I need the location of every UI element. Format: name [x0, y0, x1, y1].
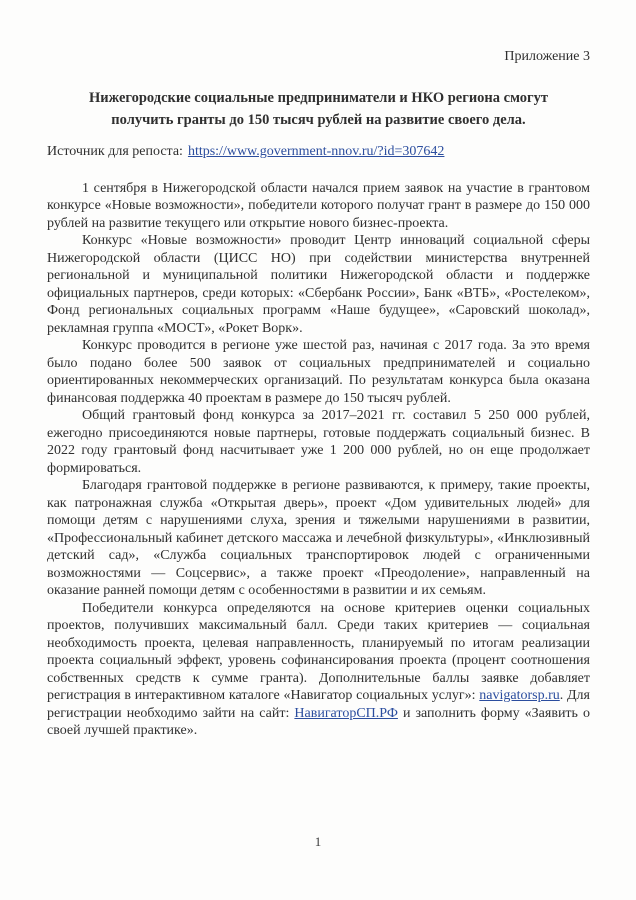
paragraph-winner-criteria-text1: Победители конкурса определяются на основе критериев оценки социальных проектов, получивших максимальный балл. Среди таких критериев — социальная необходимость проекта, целевая направленность, планируемый по итогам реализации проекта социальный эффект, уровень софинансирования проекта (процент соотношения собственных средств к сумме гранта). Дополнительные баллы заявке добавляет регистрация в интерактивном каталоге «Навигатор социальных услуг»: — [47, 600, 590, 703]
paragraph-supported-projects: Благодаря грантовой поддержке в регионе развиваются, к примеру, такие проекты, как патронажная служба «Открытая дверь», проект «Дом удивительных людей» для помощи детям с нарушениями слуха, зрения и тяжелыми нарушениями в развитии, «Профессиональный кабинет детского массажа и лечебной физкультуры», «Инклюзивный детский сад», «Служба социальных транспортировок людей с ограниченными возможностями — Соцсервис», а также проект «Преодоление», направленный на оказание ранней помощи детям с особенностями в развитии и их семьям. — [47, 478, 590, 598]
paragraph-grant-fund: Общий грантовый фонд конкурса за 2017–2021 гг. составил 5 250 000 рублей, ежегодно присоединяются новые партнеры, готовые поддержать социальный бизнес. В 2022 году грантовый фонд насчитывает уже 1 200 000 рублей, но он еще продолжает формироваться. — [47, 408, 590, 476]
paragraph-winner-criteria-text2: . Для регистрации необходимо зайти на сайт: — [47, 688, 590, 721]
paragraph-winner-criteria — [47, 600, 590, 740]
source-line — [47, 143, 590, 161]
page-number: 1 — [314, 834, 322, 849]
paragraph-grant-announcement: 1 сентября в Нижегородской области начался прием заявок на участие в грантовом конкурсе «Новые возможности», победители которого получат грант в размере до 150 000 рублей на развитие текущего или открытие нового бизнес-проекта. — [47, 180, 590, 231]
appendix-label: Приложение 3 — [504, 49, 590, 64]
paragraph-organizers-partners: Конкурс «Новые возможности» проводит Центр инноваций социальной сферы Нижегородской области (ЦИСС НО) при содействии министерства внутренней региональной и муниципальной политики Нижегородской области и поддержке официальных партнеров, среди которых: «Сбербанк России», Банк «ВТБ», «Ростелеком», Фонд региональных социальных программ «Наше будущее», «Саровский шоколад», рекламная группа «МОСТ», «Рокет Ворк». — [47, 233, 590, 336]
navigator-sp-rf-link[interactable]: НавигаторСП.РФ — [294, 705, 398, 721]
document-title-line1: Нижегородские социальные предприниматели и НКО региона смогут — [89, 90, 548, 106]
document-title-line2: получить гранты до 150 тысяч рублей на развитие своего дела. — [111, 111, 526, 128]
source-url-link[interactable]: https://www.government-nnov.ru/?id=307642 — [187, 144, 445, 159]
navigatorsp-link[interactable]: navigatorsp.ru — [479, 688, 560, 703]
paragraph-contest-history: Конкурс проводится в регионе уже шестой раз, начиная с 2017 года. За это время было подано более 500 заявок от социальных предпринимателей и социально ориентированных некоммерческих организаций. По результатам конкурса была оказана финансовая поддержка 40 проектам в размере до 150 тысяч рублей. — [47, 338, 590, 406]
source-label: Источник для репоста: — [47, 144, 183, 159]
paragraph-winner-criteria-text3: и заполнить форму «Заявить о своей лучшей практике». — [47, 705, 590, 738]
document-body — [47, 180, 590, 740]
document-title — [47, 88, 590, 131]
